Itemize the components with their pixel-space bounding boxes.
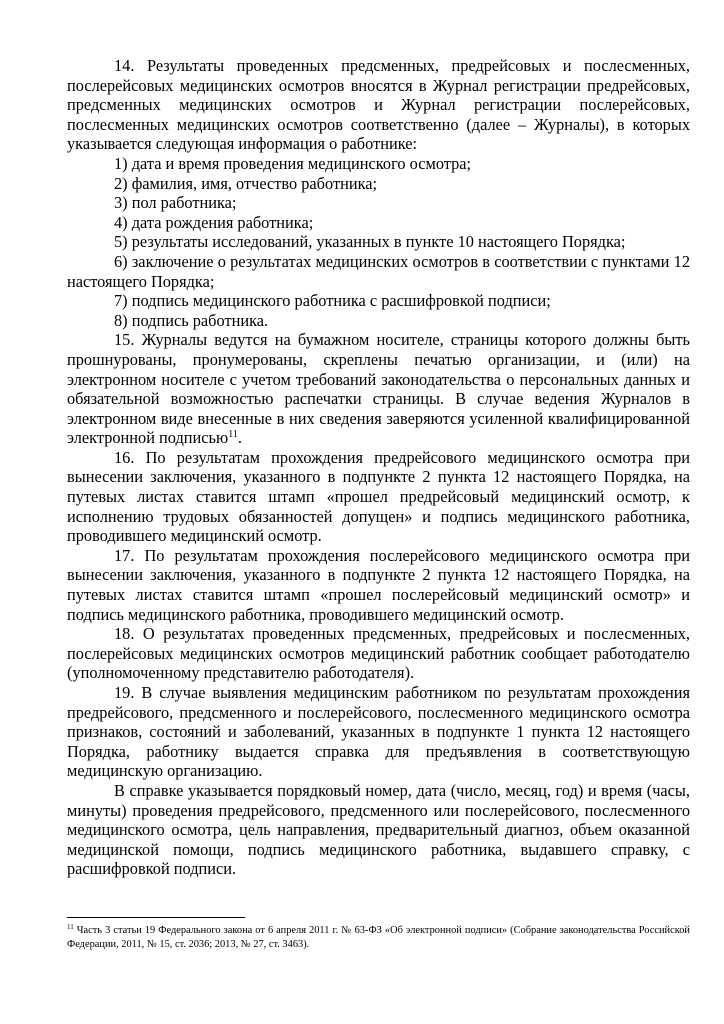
list-item-results: 5) результаты исследований, указанных в пункте 10 настоящего Порядка;: [114, 232, 626, 252]
list-item-worker-signature: 8) подпись работника.: [114, 310, 269, 330]
footnote-number: 11: [67, 923, 74, 931]
paragraph-17: 17. По результатам прохождения послерейсового медицинского осмотра при вынесении заключения, указанного в подпункте 2 пункта 12 настоящего Порядка, на путевых листах ставится штамп «прошел послерейсовый медицинский осмотр» и подпись медицинского работника, проводившего медицинский осмотр.: [67, 545, 690, 624]
footnote-divider: [67, 917, 245, 918]
list-item-full-name: 2) фамилия, имя, отчество работника;: [114, 173, 378, 193]
footnote-text: Часть 3 статьи 19 Федерального закона от 6 апреля 2011 г. № 63-ФЗ «Об электронной подписи» (Собрание законодательства Российской Федерации, 2011, № 15, ст. 2036; 2013, № 27, ст. 3463).: [67, 925, 690, 950]
list-item-medic-signature: 7) подпись медицинского работника с расшифровкой подписи;: [114, 291, 551, 311]
document-body: [67, 56, 690, 879]
list-item-conclusion: 6) заключение о результатах медицинских осмотров в соответствии с пунктами 12 настоящего Порядка;: [67, 251, 690, 291]
paragraph-18: 18. О результатах проведенных предсменных, предрейсовых и послесменных, послерейсовых медицинских осмотров медицинский работник сообщает работодателю (уполномоченному представителю работодателя).: [67, 624, 690, 683]
paragraph-14: 14. Результаты проведенных предсменных, предрейсовых и послесменных, послерейсовых медицинских осмотров вносятся в Журнал регистрации предрейсовых, предсменных медицинских осмотров и Журнал регистрации послерейсовых, послесменных медицинских осмотров соответственно (далее – Журналы), в которых указывается следующая информация о работнике:: [67, 56, 690, 154]
paragraph-15-text: 15. Журналы ведутся на бумажном носителе, страницы которого должны быть прошнурованы, пронумерованы, скреплены печатью организации, и (или) на электронном носителе с учетом требований законодательства о персональных данных и обязательной возможностью распечатки страницы. В случае ведения Журналов в электронном виде внесенные в них сведения заверяются усиленной квалифицированной электронной подписью: [67, 330, 690, 448]
paragraph-16: 16. По результатам прохождения предрейсового медицинского осмотра при вынесении заключения, указанного в подпункте 2 пункта 12 настоящего Порядка, на путевых листах ставится штамп «прошел предрейсовый медицинский осмотр, к исполнению трудовых обязанностей допущен» и подпись медицинского работника, проводившего медицинский осмотр.: [67, 447, 690, 546]
list-item-birth-date: 4) дата рождения работника;: [114, 212, 314, 232]
paragraph-19: 19. В случае выявления медицинским работником по результатам прохождения предрейсового, предсменного и послерейсового, послесменного медицинского осмотра признаков, состояний и заболеваний, указанных в подпункте 1 пункта 12 настоящего Порядка, работнику выдается справка для предъявления в соответствующую медицинскую организацию.: [67, 683, 690, 781]
list-item-sex: 3) пол работника;: [114, 193, 237, 213]
paragraph-certificate: В справке указывается порядковый номер, дата (число, месяц, год) и время (часы, минуты) проведения предрейсового, предсменного или послерейсового, послесменного медицинского осмотра, цель направления, предварительный диагноз, объем оказанной медицинской помощи, подпись медицинского работника, выдавшего справку, с расшифровкой подписи.: [67, 780, 690, 879]
list-item-date-time: 1) дата и время проведения медицинского осмотра;: [114, 153, 472, 173]
footnote-reference: 11: [228, 429, 238, 441]
paragraph-15-end: .: [237, 428, 242, 448]
footnote: [67, 924, 690, 951]
paragraph-15: [67, 330, 690, 448]
